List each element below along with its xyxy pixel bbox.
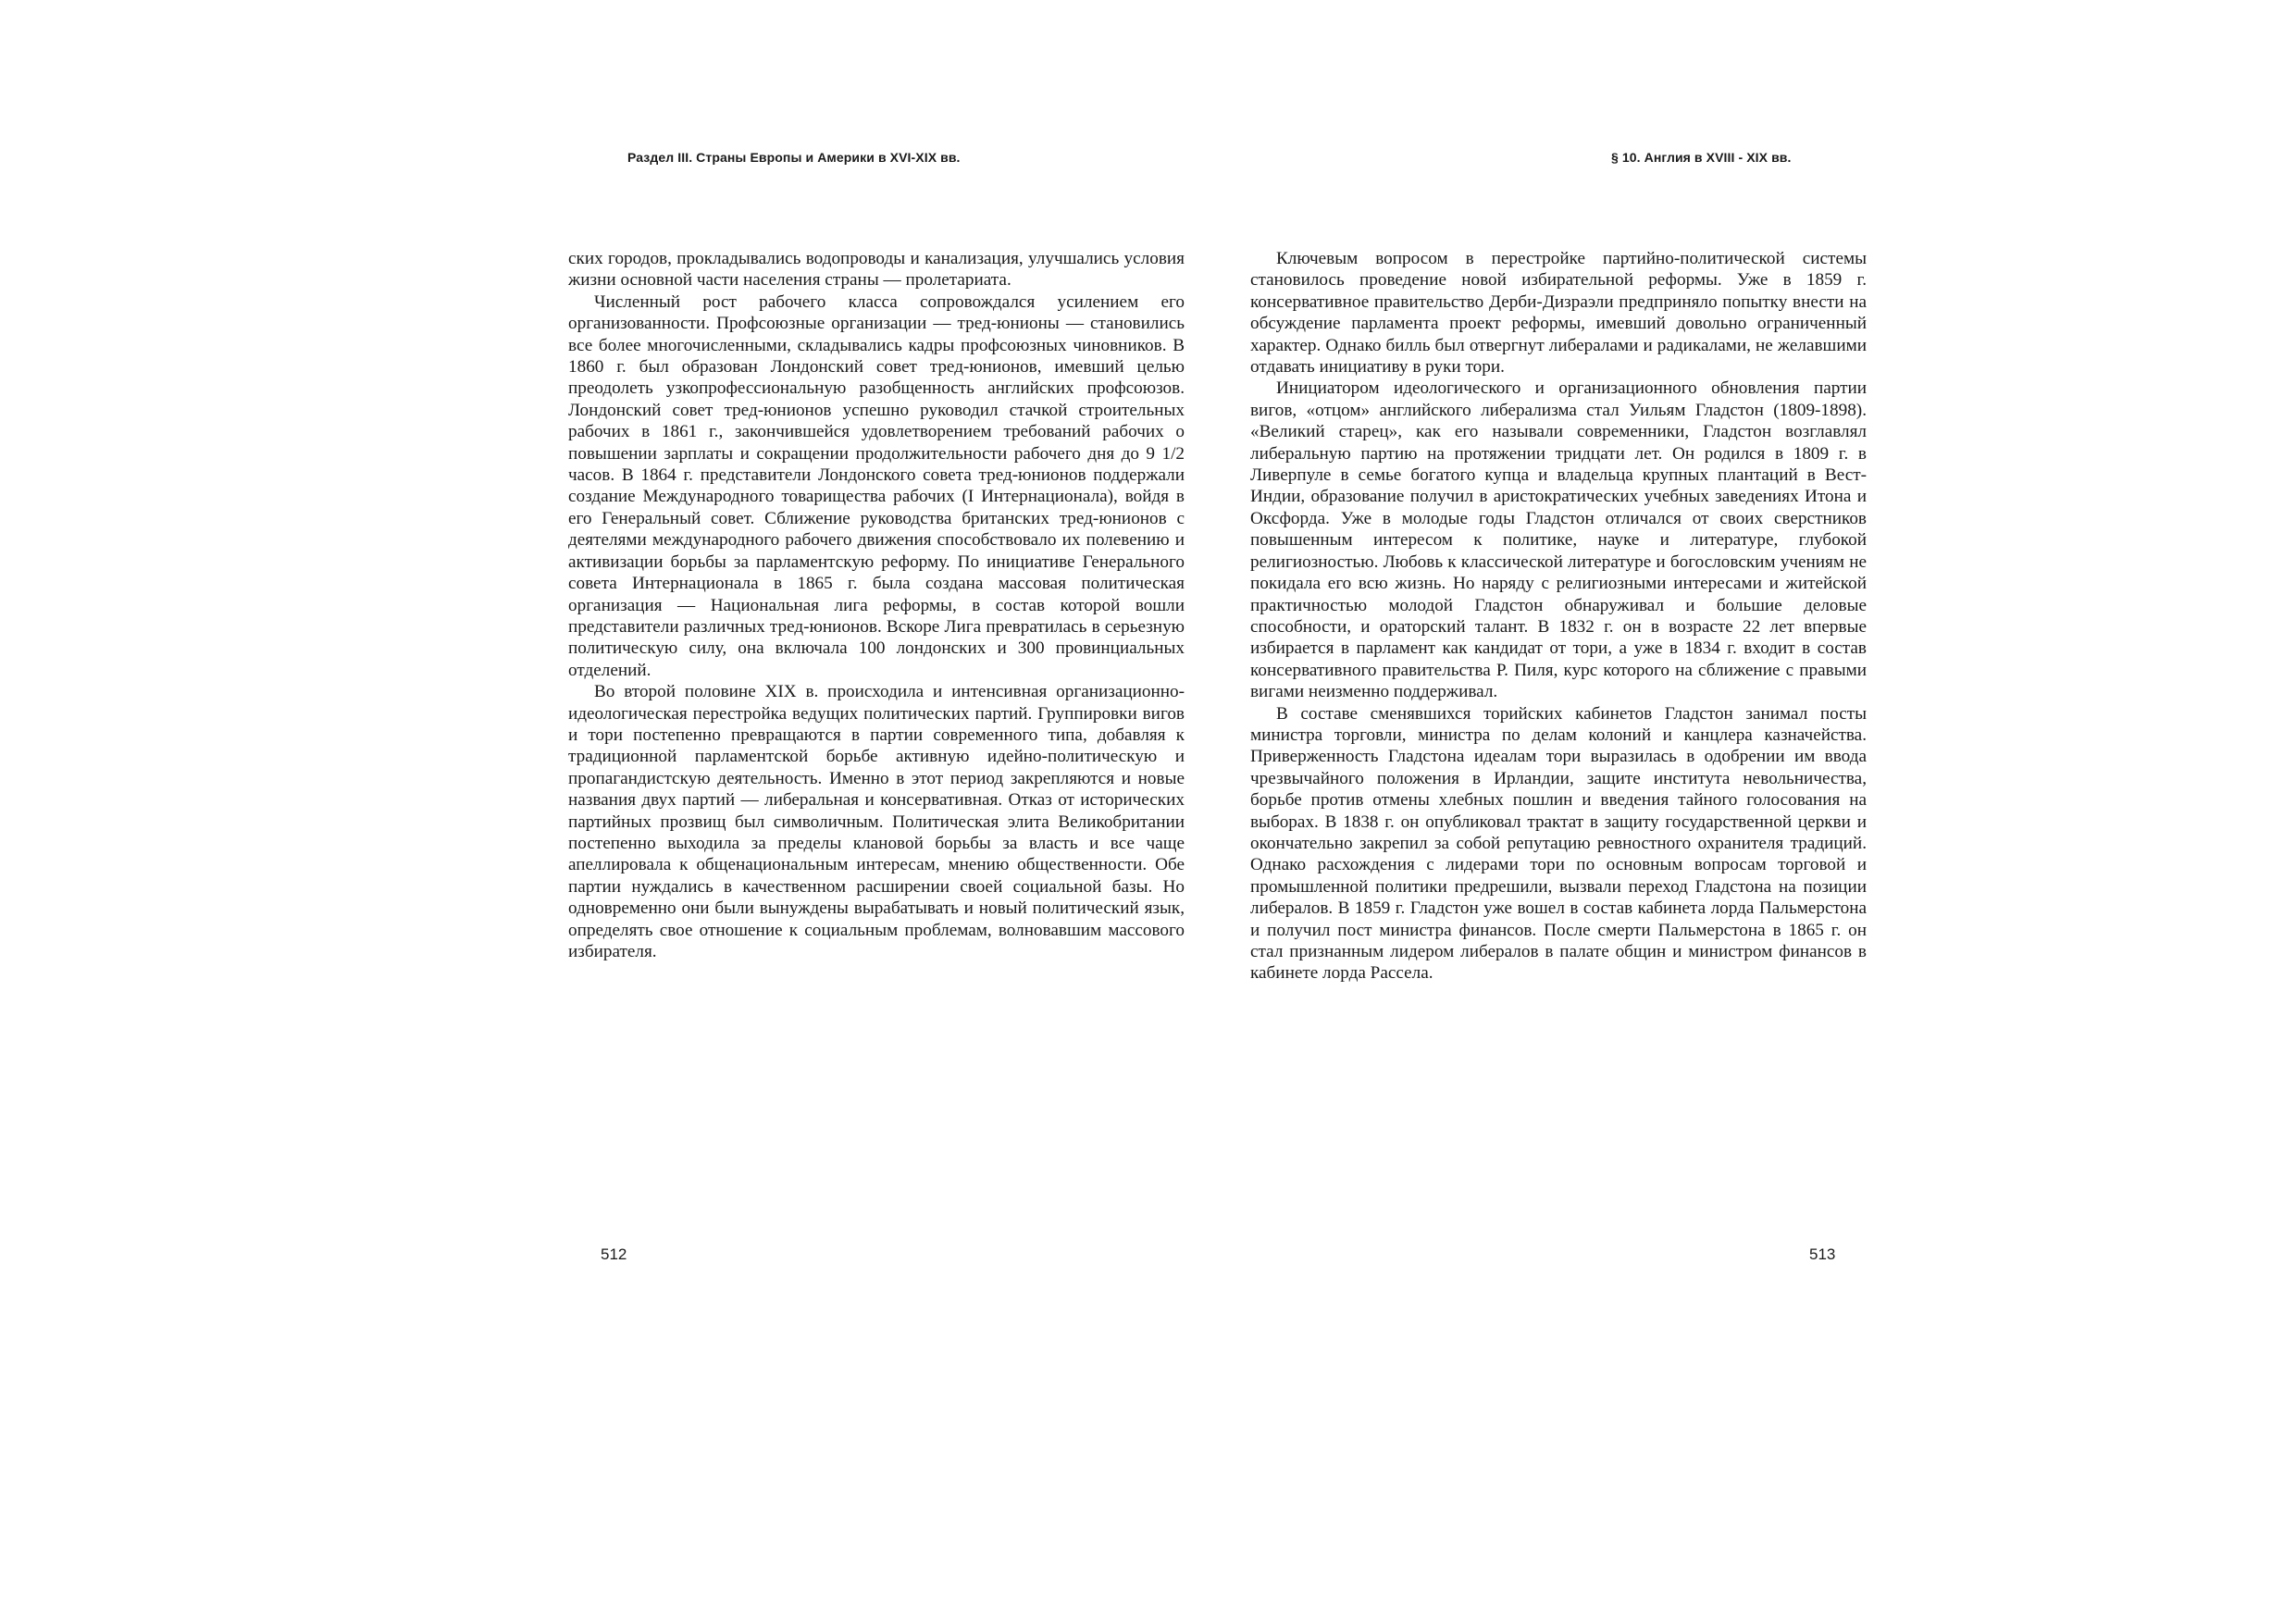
right-running-head: § 10. Англия в XVIII - XIX вв.: [1611, 150, 1792, 165]
paragraph: Инициатором идеологического и организационного обновления партии вигов, «отцом» английского либерализма стал Уильям Гладстон (1809-1898). «Великий старец», как его называли современники, Гладстон возглавлял либеральную партию на протяжении тридцати лет. Он родился в 1809 г. в Ливерпуле в семье богатого купца и владельца крупных плантаций в Вест-Индии, образование получил в аристократических учебных заведениях Итона и Оксфорда. Уже в молодые годы Гладстон отличался от своих сверстников повышенным интересом к политике, науке и литературе, глубокой религиозностью. Любовь к классической литературе и богословским учениям не покидала его всю жизнь. Но наряду с религиозными интересами и житейской практичностью молодой Гладстон обнаруживал и большие деловые способности, и ораторский талант. В 1832 г. он в возрасте 22 лет впервые избирается в парламент как кандидат от тори, а уже в 1834 г. входит в состав консервативного правительства Р. Пиля, курс которого на сближение с правыми вигами неизменно поддерживал.: [1250, 378, 1867, 702]
left-text-column: [568, 248, 1185, 962]
paragraph: В составе сменявшихся торийских кабинетов Гладстон занимал посты министра торговли, министра по делам колоний и канцлера казначейства. Приверженность Гладстона идеалам тори выразилась в одобрении им ввода чрезвычайного положения в Ирландии, защите института невольничества, борьбе против отмены хлебных пошлин и введения тайного голосования на выборах. В 1838 г. он опубликовал трактат в защиту государственной церкви и окончательно закрепил за собой репутацию ревностного охранителя традиций. Однако расхождения с лидерами тори по основным вопросам торговой и промышленной политики предрешили, вызвали переход Гладстона на позиции либералов. В 1859 г. Гладстон уже вошел в состав кабинета лорда Пальмерстона и получил пост министра финансов. После смерти Пальмерстона в 1865 г. он стал признанным лидером либералов в палате общин и министром финансов в кабинете лорда Рассела.: [1250, 703, 1867, 984]
paragraph: ских городов, прокладывались водопроводы и канализация, улучшались условия жизни основной части населения страны — пролетариата.: [568, 249, 1185, 291]
left-page-number: 512: [601, 1245, 627, 1263]
paragraph: Ключевым вопросом в перестройке партийно-политической системы становилось проведение новой избирательной реформы. Уже в 1859 г. консервативное правительство Дерби-Дизраэли предприняло попытку внести на обсуждение парламента проект реформы, имевший довольно ограниченный характер. Однако билль был отвергнут либералами и радикалами, не желавшими отдавать инициативу в руки тори.: [1250, 249, 1867, 378]
paragraph: Численный рост рабочего класса сопровождался усилением его организованности. Профсоюзные организации — тред-юнионы — становились все более многочисленными, складывались кадры профсоюзных чиновников. В 1860 г. был образован Лондонский совет тред-юнионов, имевший целью преодолеть узкопрофессиональную разобщенность английских профсоюзов. Лондонский совет тред-юнионов успешно руководил стачкой строительных рабочих в 1861 г., закончившейся удовлетворением требований рабочих о повышении зарплаты и сокращении продолжительности рабочего дня до 9 1/2 часов. В 1864 г. представители Лондонского совета тред-юнионов поддержали создание Международного товарищества рабочих (I Интернационала), войдя в его Генеральный совет. Сближение руководства британских тред-юнионов с деятелями международного рабочего движения способствовало их полевению и активизации борьбы за парламентскую реформу. По инициативе Генерального совета Интернационала в 1865 г. была создана массовая политическая организация — Национальная лига реформы, в состав которой вошли представители различных тред-юнионов. Вскоре Лига превратилась в серьезную политическую силу, она включала 100 лондонских и 300 провинциальных отделений.: [568, 291, 1185, 680]
left-running-head: Раздел III. Страны Европы и Америки в XVI-XIX вв.: [627, 150, 961, 165]
paragraph: Во второй половине XIX в. происходила и интенсивная организационно-идеологическая перестройка ведущих политических партий. Группировки вигов и тори постепенно превращаются в партии современного типа, добавляя к традиционной парламентской борьбе активную идейно-политическую и пропагандистскую деятельность. Именно в этот период закрепляются и новые названия двух партий — либеральная и консервативная. Отказ от исторических партийных прозвищ был символичным. Политическая элита Великобритании постепенно выходила за пределы клановой борьбы за власть и все чаще апеллировала к общенациональным интересам, мнению общественности. Обе партии нуждались в качественном расширении своей социальной базы. Но одновременно они были вынуждены вырабатывать и новый политический язык, определять свое отношение к социальным проблемам, волновавшим массового избирателя.: [568, 682, 1185, 961]
right-text-column: [1250, 248, 1867, 985]
right-page: [1148, 0, 2296, 1623]
right-page-number: 513: [1809, 1245, 1836, 1263]
